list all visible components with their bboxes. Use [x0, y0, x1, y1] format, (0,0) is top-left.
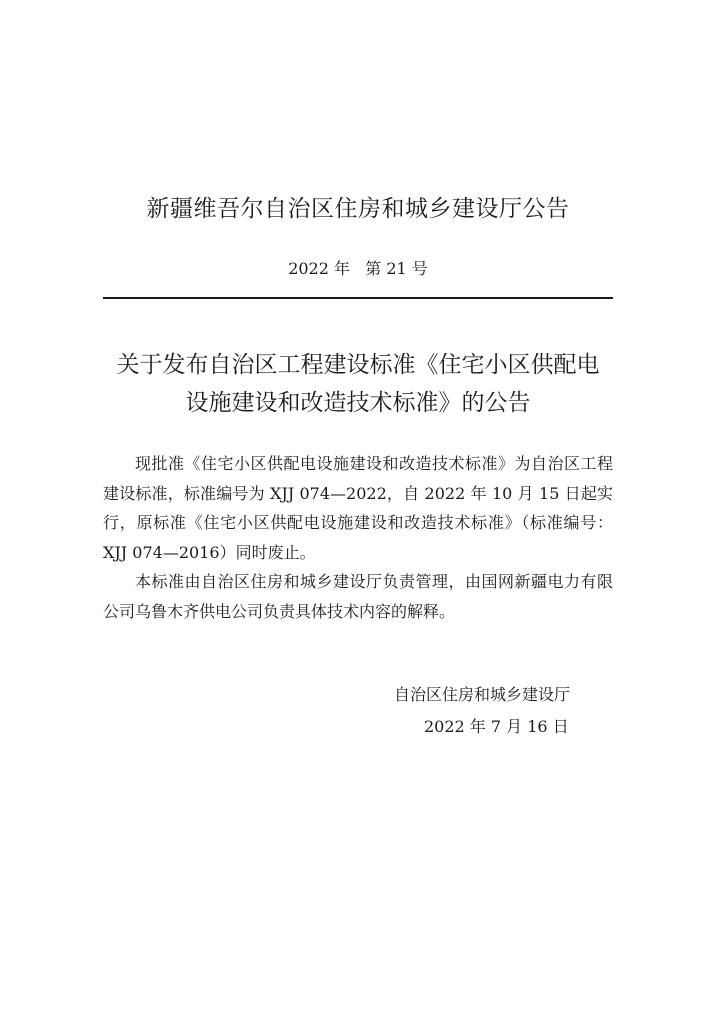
signing-organization: 自治区住房和城乡建设厅	[394, 685, 571, 704]
signature-block	[340, 679, 630, 743]
issuer-heading: 新疆维吾尔自治区住房和城乡建设厅公告	[146, 196, 570, 222]
title-line-2: 设施建设和改造技术标准》的公告	[185, 390, 531, 416]
signing-date: 2022 年 7 月 16 日	[424, 717, 569, 736]
announcement-body	[103, 449, 613, 626]
body-paragraph-2: 本标准由自治区住房和城乡建设厅负责管理，由国网新疆电力有限公司乌鲁木齐供电公司负责具体技术内容的解释。	[103, 572, 613, 621]
document-number: 2022 年 第 21 号	[288, 259, 428, 278]
header-divider	[103, 297, 613, 299]
title-line-1: 关于发布自治区工程建设标准《住宅小区供配电	[116, 352, 600, 378]
announcement-title	[90, 346, 626, 422]
body-paragraph-1: 现批准《住宅小区供配电设施建设和改造技术标准》为自治区工程建设标准，标准编号为 XJJ 074—2022，自 2022 年 10 月 15 日起实行，原标准《住宅小区供配电设施建设和改造技术标准》（标准编号：XJJ 074—2016）同时废止。	[103, 454, 613, 562]
